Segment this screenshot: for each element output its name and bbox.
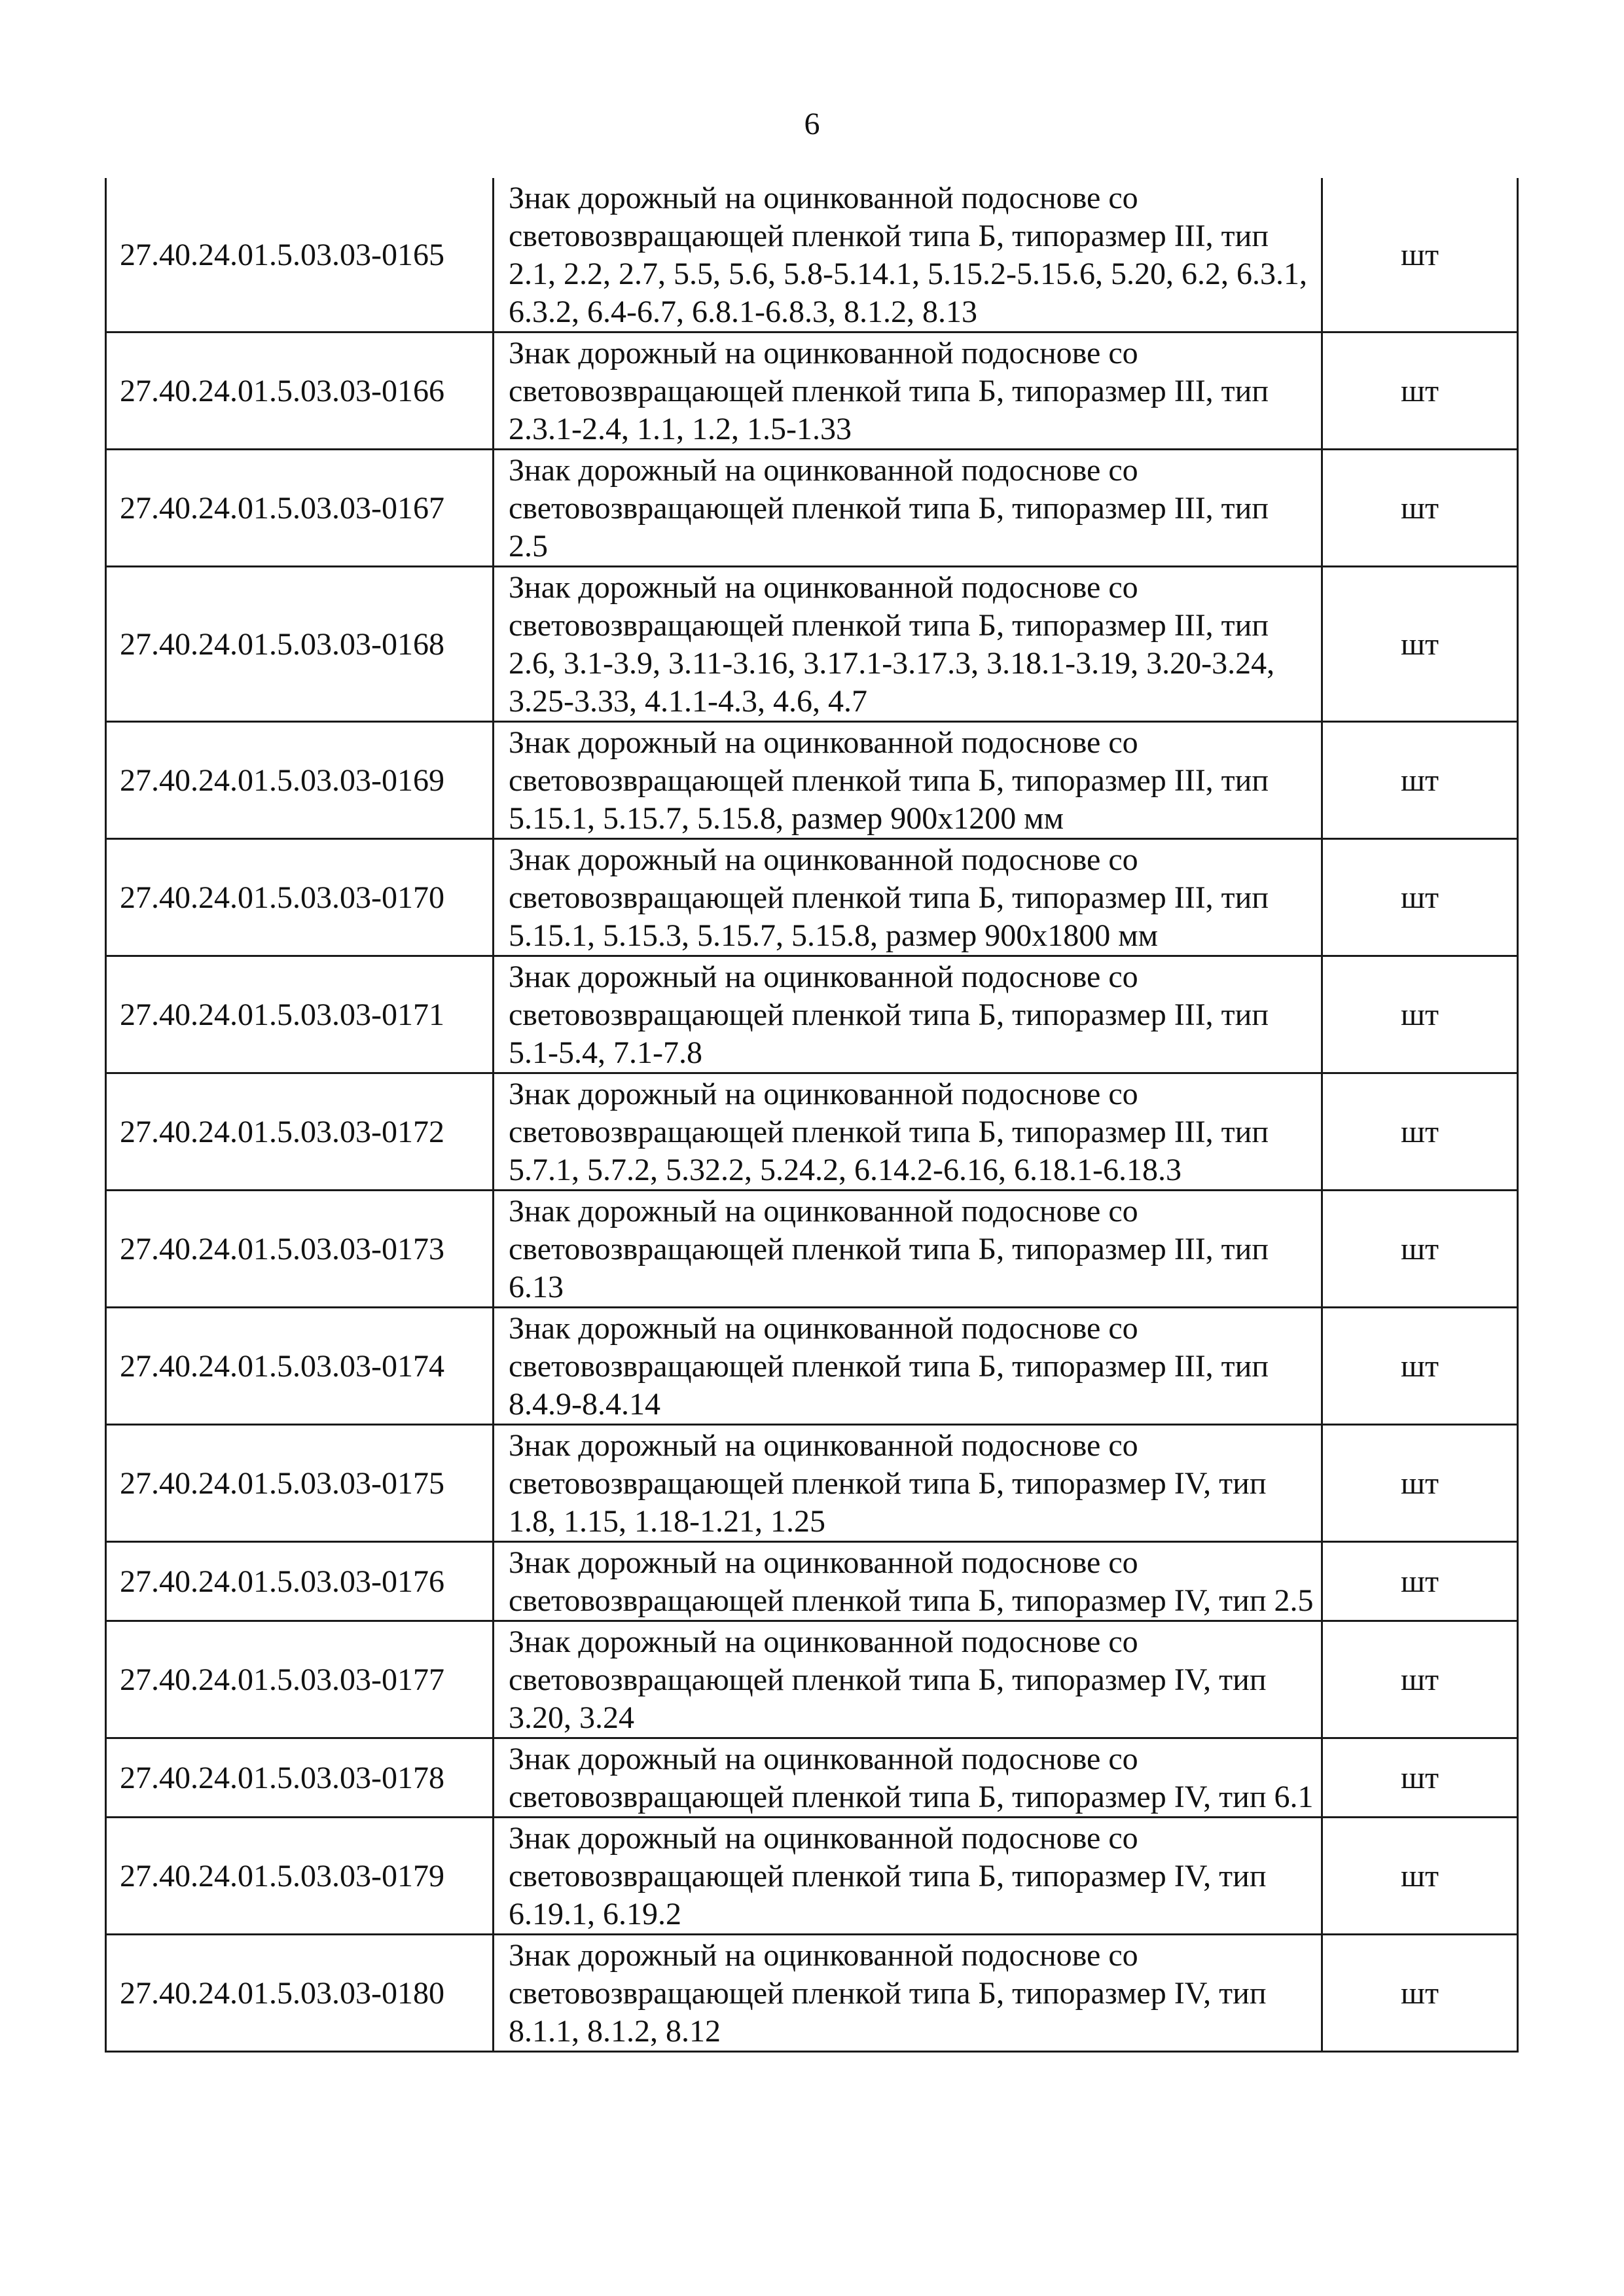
unit-of-measure: шт	[1322, 1818, 1518, 1935]
unit-of-measure: шт	[1322, 1542, 1518, 1621]
resource-code: 27.40.24.01.5.03.03-0178	[106, 1738, 494, 1818]
table-row	[106, 1621, 1518, 1738]
unit-of-measure: шт	[1322, 1073, 1518, 1191]
unit-of-measure: шт	[1322, 956, 1518, 1073]
resource-code: 27.40.24.01.5.03.03-0166	[106, 332, 494, 450]
resource-code: 27.40.24.01.5.03.03-0173	[106, 1191, 494, 1308]
table-row	[106, 722, 1518, 839]
unit-of-measure: шт	[1322, 1308, 1518, 1425]
resource-description: Знак дорожный на оцинкованной подоснове со световозвращающей пленкой типа Б, типоразмер III, тип 5.1-5.4, 7.1-7.8	[494, 956, 1322, 1073]
unit-of-measure: шт	[1322, 1425, 1518, 1542]
resource-code: 27.40.24.01.5.03.03-0175	[106, 1425, 494, 1542]
resource-code: 27.40.24.01.5.03.03-0165	[106, 178, 494, 332]
resource-description: Знак дорожный на оцинкованной подоснове со световозвращающей пленкой типа Б, типоразмер IV, тип 3.20, 3.24	[494, 1621, 1322, 1738]
unit-of-measure: шт	[1322, 1191, 1518, 1308]
unit-of-measure: шт	[1322, 1738, 1518, 1818]
unit-of-measure: шт	[1322, 450, 1518, 567]
table-row	[106, 1425, 1518, 1542]
unit-of-measure: шт	[1322, 567, 1518, 722]
unit-of-measure: шт	[1322, 332, 1518, 450]
resource-description: Знак дорожный на оцинкованной подоснове со световозвращающей пленкой типа Б, типоразмер IV, тип 1.8, 1.15, 1.18-1.21, 1.25	[494, 1425, 1322, 1542]
resource-code: 27.40.24.01.5.03.03-0172	[106, 1073, 494, 1191]
resource-description: Знак дорожный на оцинкованной подоснове со световозвращающей пленкой типа Б, типоразмер III, тип 2.3.1-2.4, 1.1, 1.2, 1.5-1.33	[494, 332, 1322, 450]
page-number: 6	[804, 107, 820, 141]
resource-description: Знак дорожный на оцинкованной подоснове со световозвращающей пленкой типа Б, типоразмер III, тип 5.15.1, 5.15.7, 5.15.8, размер 900х1200 мм	[494, 722, 1322, 839]
table-row	[106, 1073, 1518, 1191]
resource-code: 27.40.24.01.5.03.03-0177	[106, 1621, 494, 1738]
resource-code: 27.40.24.01.5.03.03-0167	[106, 450, 494, 567]
table-row	[106, 839, 1518, 956]
table-row	[106, 1738, 1518, 1818]
resource-code: 27.40.24.01.5.03.03-0176	[106, 1542, 494, 1621]
resource-description: Знак дорожный на оцинкованной подоснове со световозвращающей пленкой типа Б, типоразмер III, тип 5.7.1, 5.7.2, 5.32.2, 5.24.2, 6.14.2-6.16, 6.18.1-6.18.3	[494, 1073, 1322, 1191]
unit-of-measure: шт	[1322, 839, 1518, 956]
table-row	[106, 1818, 1518, 1935]
unit-of-measure: шт	[1322, 178, 1518, 332]
resource-description: Знак дорожный на оцинкованной подоснове со световозвращающей пленкой типа Б, типоразмер IV, тип 2.5	[494, 1542, 1322, 1621]
resource-table	[105, 178, 1519, 2053]
resource-code: 27.40.24.01.5.03.03-0171	[106, 956, 494, 1073]
table-row	[106, 1308, 1518, 1425]
resource-description: Знак дорожный на оцинкованной подоснове со световозвращающей пленкой типа Б, типоразмер IV, тип 6.19.1, 6.19.2	[494, 1818, 1322, 1935]
table-row	[106, 1935, 1518, 2052]
table-row	[106, 1542, 1518, 1621]
resource-code: 27.40.24.01.5.03.03-0169	[106, 722, 494, 839]
resource-code: 27.40.24.01.5.03.03-0179	[106, 1818, 494, 1935]
unit-of-measure: шт	[1322, 1935, 1518, 2052]
resource-description: Знак дорожный на оцинкованной подоснове со световозвращающей пленкой типа Б, типоразмер III, тип 8.4.9-8.4.14	[494, 1308, 1322, 1425]
resource-description: Знак дорожный на оцинкованной подоснове со световозвращающей пленкой типа Б, типоразмер IV, тип 8.1.1, 8.1.2, 8.12	[494, 1935, 1322, 2052]
resource-description: Знак дорожный на оцинкованной подоснове со световозвращающей пленкой типа Б, типоразмер III, тип 5.15.1, 5.15.3, 5.15.7, 5.15.8, размер 900х1800 мм	[494, 839, 1322, 956]
resource-table-container	[105, 178, 1517, 2053]
resource-description: Знак дорожный на оцинкованной подоснове со световозвращающей пленкой типа Б, типоразмер III, тип 2.5	[494, 450, 1322, 567]
resource-description: Знак дорожный на оцинкованной подоснове со световозвращающей пленкой типа Б, типоразмер III, тип 2.1, 2.2, 2.7, 5.5, 5.6, 5.8-5.14.1, 5.15.2-5.15.6, 5.20, 6.2, 6.3.1, 6.3.2, 6.4-6.7, 6.8.1-6.8.3, 8.1.2, 8.13	[494, 178, 1322, 332]
resource-code: 27.40.24.01.5.03.03-0168	[106, 567, 494, 722]
resource-code: 27.40.24.01.5.03.03-0180	[106, 1935, 494, 2052]
unit-of-measure: шт	[1322, 1621, 1518, 1738]
unit-of-measure: шт	[1322, 722, 1518, 839]
table-row	[106, 178, 1518, 332]
table-row	[106, 450, 1518, 567]
resource-description: Знак дорожный на оцинкованной подоснове со световозвращающей пленкой типа Б, типоразмер III, тип 6.13	[494, 1191, 1322, 1308]
table-row	[106, 1191, 1518, 1308]
table-row	[106, 567, 1518, 722]
table-row	[106, 956, 1518, 1073]
resource-description: Знак дорожный на оцинкованной подоснове со световозвращающей пленкой типа Б, типоразмер III, тип 2.6, 3.1-3.9, 3.11-3.16, 3.17.1-3.17.3, 3.18.1-3.19, 3.20-3.24, 3.25-3.33, 4.1.1-4.3, 4.6, 4.7	[494, 567, 1322, 722]
resource-code: 27.40.24.01.5.03.03-0170	[106, 839, 494, 956]
resource-code: 27.40.24.01.5.03.03-0174	[106, 1308, 494, 1425]
resource-description: Знак дорожный на оцинкованной подоснове со световозвращающей пленкой типа Б, типоразмер IV, тип 6.1	[494, 1738, 1322, 1818]
table-row	[106, 332, 1518, 450]
